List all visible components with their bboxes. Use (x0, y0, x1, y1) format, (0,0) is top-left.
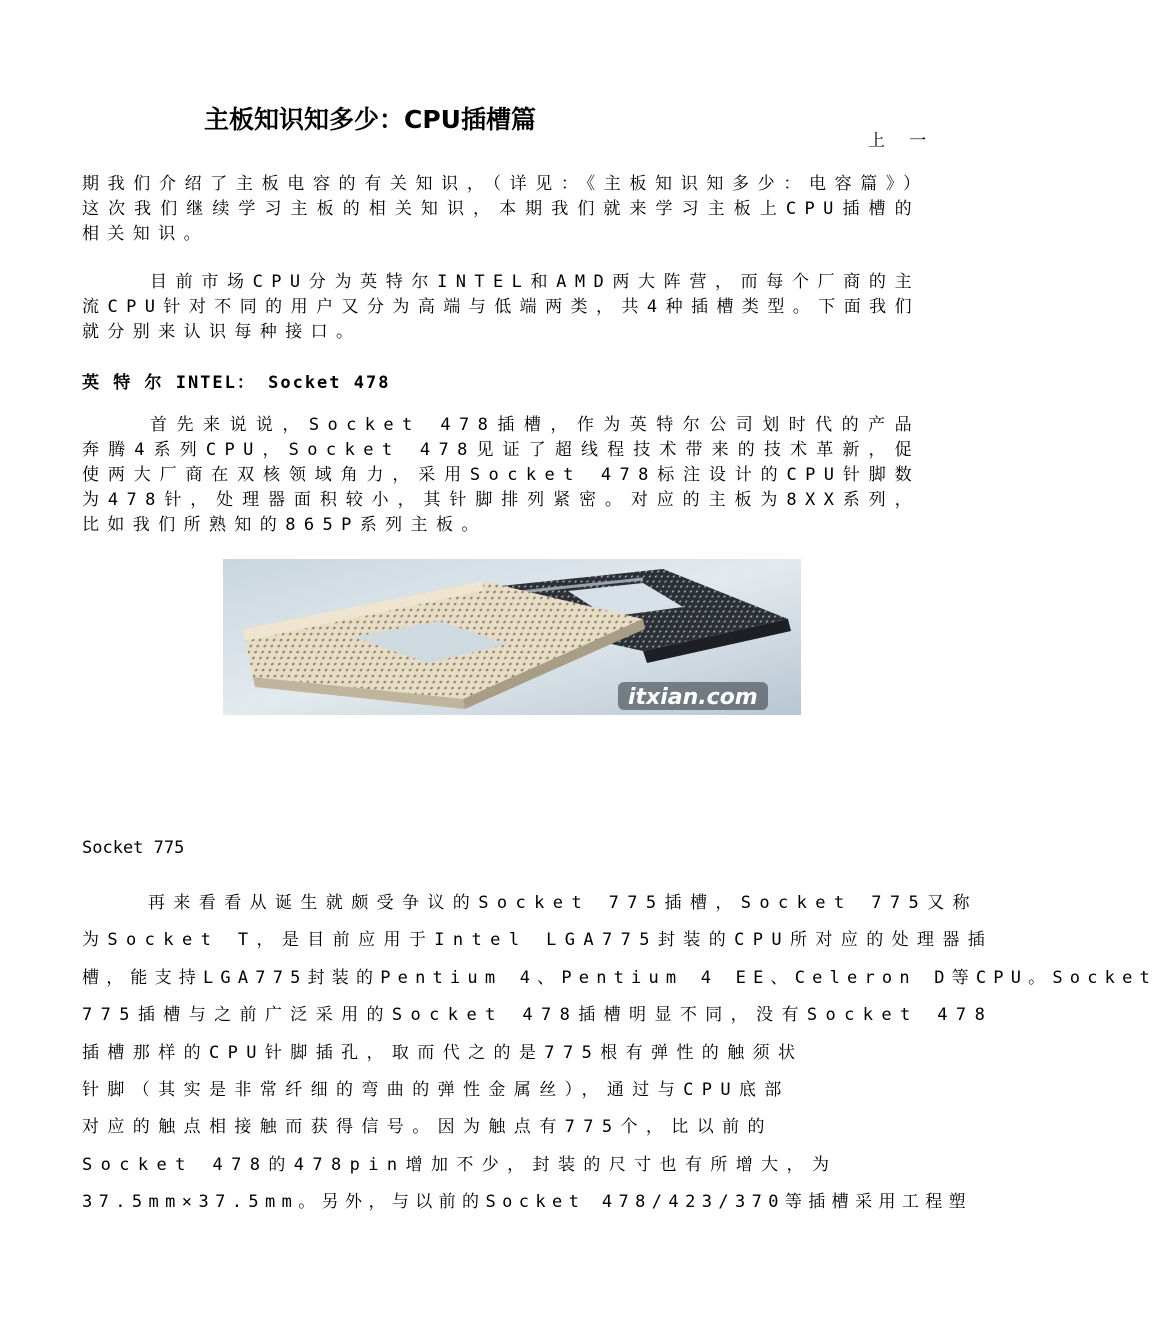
intro-paragraph: 期我们介绍了主板电容的有关知识，（详见：《主板知识知多少：电容篇》）这次我们继续学习主板的相关知识，本期我们就来学习主板上CPU插槽的相关知识。 (82, 174, 920, 244)
socket-775-line: 为Socket T，是目前应用于Intel LGA775封装的CPU所对应的处理器插 (82, 930, 994, 951)
socket-775-line: 775插槽与之前广泛采用的Socket 478插槽明显不同，没有Socket 478 (82, 1005, 994, 1026)
market-paragraph: 目前市场CPU分为英特尔INTEL和AMD两大阵营，而每个厂商的主流CPU针对不同的用户又分为高端与低端两类，共4种插槽类型。下面我们就分别来认识每种接口。 (82, 272, 920, 342)
previous-issue-fragment: 上 一 (868, 131, 927, 151)
socket-775-line: 37.5mm×37.5mm。另外，与以前的Socket 478/423/370等插槽采用工程塑 (82, 1192, 973, 1213)
section-heading-socket-478: 英 特 尔 INTEL： Socket 478 (82, 373, 391, 393)
svg-text:itxian.com: itxian.com (628, 685, 758, 710)
socket-775-line: 槽，能支持LGA775封装的Pentium 4、Pentium 4 EE、Celeron D等CPU。Socket (82, 967, 1157, 988)
socket-775-line: 针脚（其实是非常纤细的弯曲的弹性金属丝），通过与CPU底部 (82, 1080, 790, 1101)
socket-478-photo (223, 559, 801, 715)
socket-775-paragraph (82, 885, 1157, 1222)
itxian-watermark (618, 682, 768, 710)
socket-775-line: 对应的触点相接触而获得信号。因为触点有775个，比以前的 (82, 1117, 773, 1138)
socket-478-paragraph: 首先来说说，Socket 478插槽，作为英特尔公司划时代的产品奔腾4系列CPU，Socket 478见证了超线程技术带来的技术革新，促使两大厂商在双核领域角力，采用Socket 478标注设计的CPU针脚数为478针，处理器面积较小，其针脚排列紧密。对应的主板为8XX系列，比如我们所熟知的865P系列主板。 (82, 415, 920, 535)
section-heading-socket-775: Socket 775 (82, 838, 185, 858)
page-title: 主板知识知多少：CPU插槽篇 (204, 105, 536, 134)
socket-775-line: 插槽那样的CPU针脚插孔，取而代之的是775根有弹性的触须状 (82, 1042, 804, 1063)
socket-775-line: Socket 478的478pin增加不少，封装的尺寸也有所增大，为 (82, 1154, 838, 1175)
socket-775-line: 再来看看从诞生就颇受争议的Socket 775插槽，Socket 775又称 (148, 893, 978, 913)
